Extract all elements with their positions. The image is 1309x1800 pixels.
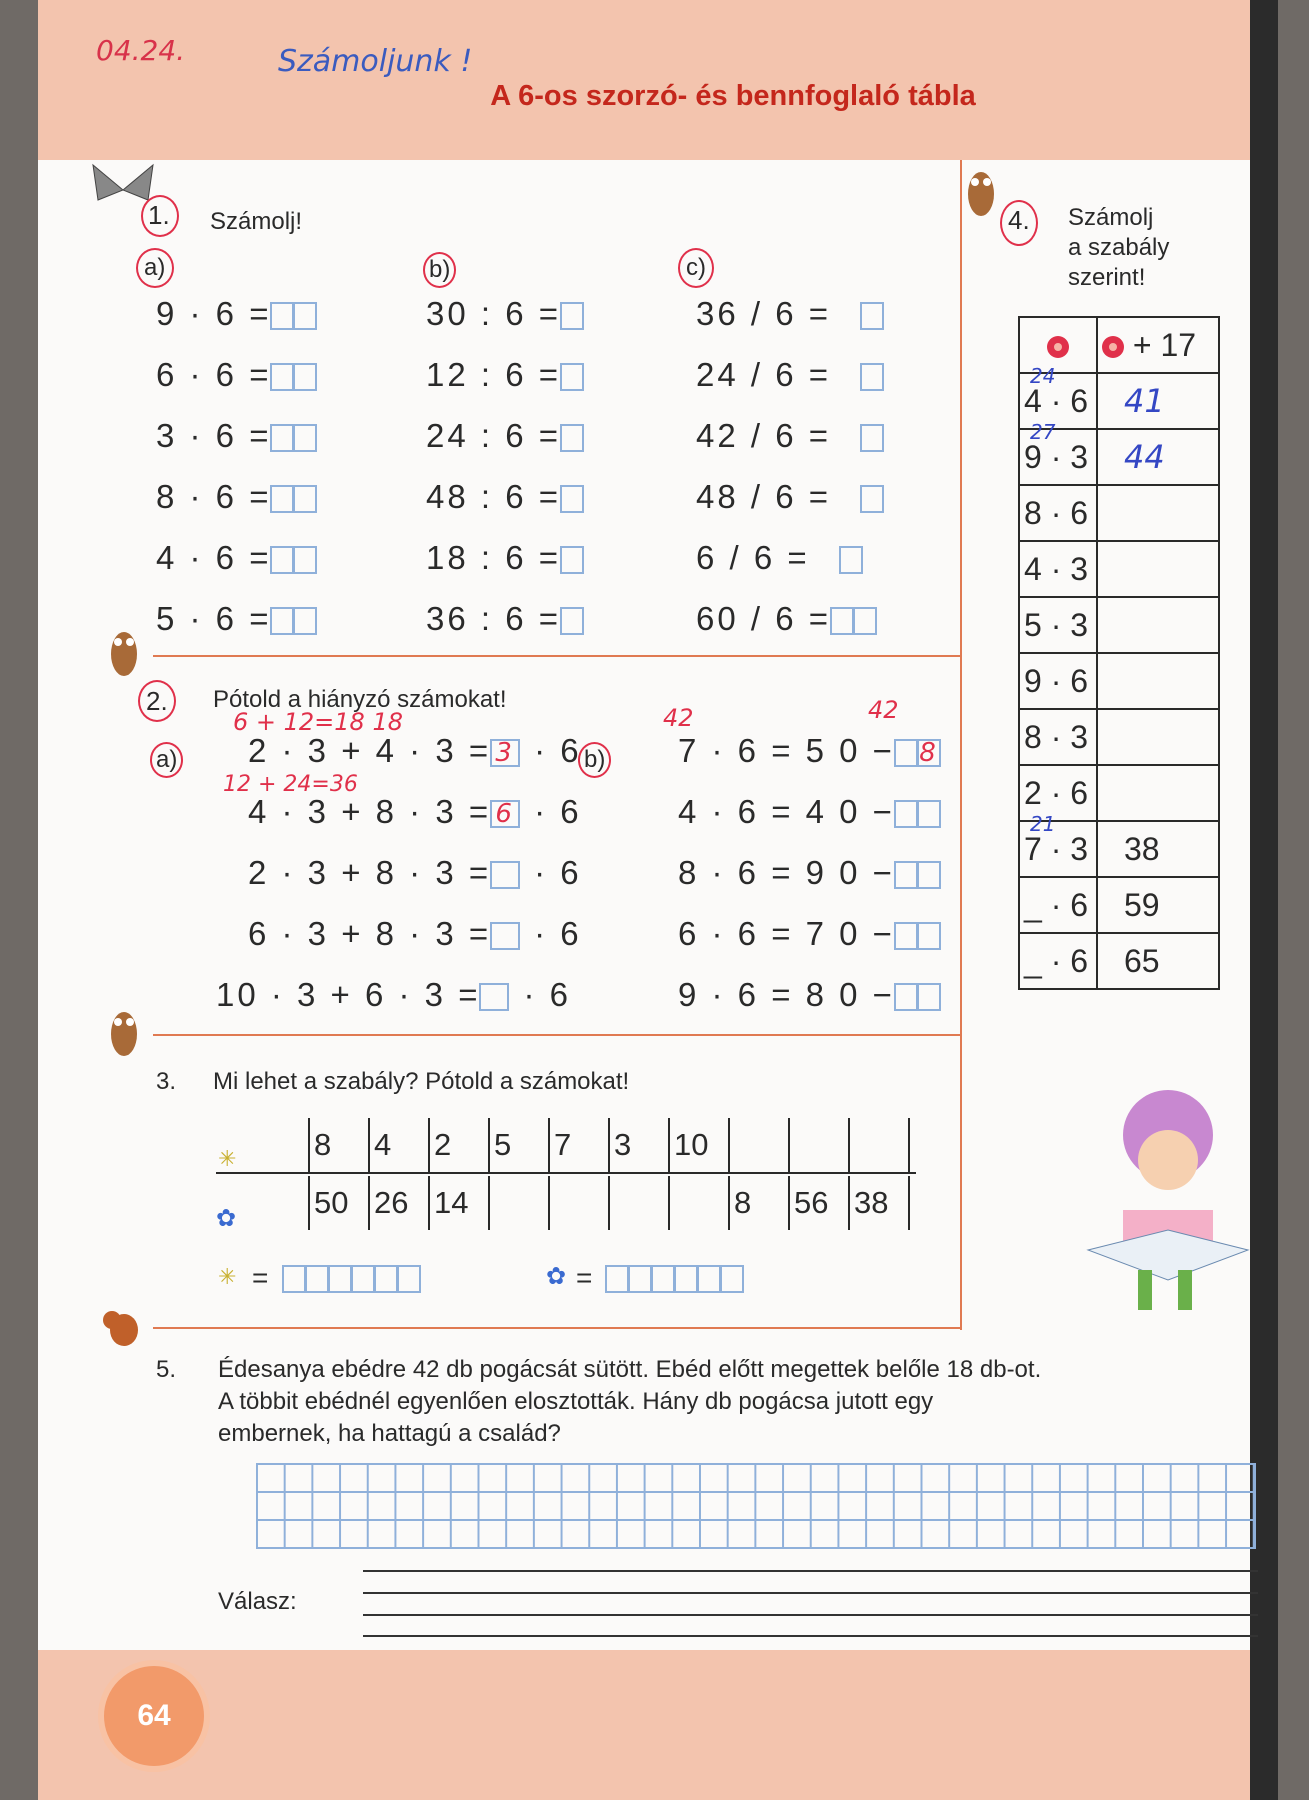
ex3-cell[interactable] [848,1118,908,1172]
ex5-text-1: Édesanya ebédre 42 db pogácsát sütött. Ebéd előtt megettek belőle 18 db-ot. [218,1356,1042,1383]
answer-box[interactable] [560,302,584,330]
ex1-expression: 24 : 6 = [426,417,562,454]
girl-illustration-icon [1068,1080,1268,1320]
ex2-b-row [678,854,941,892]
answer-box[interactable] [894,800,918,828]
ex2-b-row [678,976,941,1014]
ex1-c-row [696,417,884,455]
ex3-cell: 7 [548,1118,608,1172]
sun-icon: ✳ [218,1146,237,1171]
ex3-instruction: Mi lehet a szabály? Pótold a számokat! [213,1068,630,1095]
answer-box[interactable] [860,302,884,330]
ex3-cell-border [908,1176,910,1230]
ex4-note: 24 [1030,364,1056,388]
ex1-expression: 60 / 6 = [696,600,832,637]
ex4-result-cell[interactable] [1097,765,1219,821]
ex1-number: 1. [148,200,170,230]
answer-box[interactable] [917,983,941,1011]
ex3-cell: 26 [368,1176,428,1230]
ex1-expression: 6 · 6 = [156,356,272,393]
answer-box[interactable] [860,424,884,452]
answer-box[interactable] [293,485,317,513]
ex2-b-row [678,732,941,770]
ex3-cell: 8 [728,1176,788,1230]
page-title: A 6-os szorzó- és bennfoglaló tábla [490,80,976,112]
answer-box[interactable] [479,983,509,1011]
ex2-expression: 6 · 6 = 7 0 − [678,915,895,952]
ex2-suffix: · 6 [534,854,582,891]
ex1-b-row [426,295,584,333]
answer-box[interactable] [490,861,520,889]
footer-band [38,1650,1250,1800]
answer-box[interactable] [894,922,918,950]
ex2-suffix: · 6 [534,732,582,769]
divider-ex2 [153,1034,960,1036]
ex2-expression: 10 · 3 + 6 · 3 = [216,976,481,1013]
answer-box[interactable] [560,546,584,574]
answer-box[interactable] [293,607,317,635]
ex3-cell: 10 [668,1118,728,1172]
ex4-expression-cell [1019,812,1097,877]
answer-box[interactable] [894,861,918,889]
ex1-b-row [426,478,584,516]
answer-line[interactable] [363,1614,1258,1616]
answer-box[interactable] [917,800,941,828]
answer-box[interactable] [560,424,584,452]
ex1-c-row [696,600,877,638]
answer-box[interactable] [560,363,584,391]
ex2-a-row [248,854,582,892]
ex4-expression: 2 · 6 [1024,774,1089,811]
ex3-cell: 3 [608,1118,668,1172]
ex4-result-cell[interactable] [1097,373,1219,429]
ex4-expression: _ · 6 [1024,886,1089,923]
answer-box[interactable] [490,922,520,950]
ex3-cell[interactable] [728,1118,788,1172]
answer-box[interactable] [293,363,317,391]
answer-box[interactable] [560,485,584,513]
ex2-b-row [678,793,941,831]
ex4-result-cell[interactable] [1097,429,1219,485]
ex4-result: 41 [1124,382,1165,420]
ex1-expression: 36 / 6 = [696,295,832,332]
ex2-a-label: a) [150,742,183,778]
owl-icon [106,1000,142,1060]
answer-box[interactable] [270,302,294,330]
date-note: 04.24. [96,34,186,67]
answer-box[interactable] [293,302,317,330]
ex4-instruction-1: Számolj [1068,204,1154,231]
answer-box[interactable] [917,922,941,950]
answer-box[interactable] [860,363,884,391]
ex1-expression: 8 · 6 = [156,478,272,515]
workbook-page [38,0,1278,1800]
ex4-expression: 8 · 6 [1024,494,1089,531]
ex4-row [1019,597,1219,653]
ex1-c-label: c) [678,248,714,288]
ex2-a-row [248,793,582,831]
owl-icon [106,620,142,680]
answer-box[interactable]: 6 [490,800,520,828]
ex4-number: 4. [1008,205,1030,235]
ex4-expression: 5 · 3 [1024,606,1089,643]
ex1-expression: 42 / 6 = [696,417,832,454]
flower-icon: ✿ [216,1205,237,1232]
ex2-expression: 6 · 3 + 8 · 3 = [248,915,492,952]
answer-box[interactable]: 3 [490,739,520,767]
ex2-note-b1-right: 42 [868,696,899,724]
ex4-result: 65 [1124,942,1160,979]
ex2-suffix: · 6 [534,915,582,952]
answer-box[interactable] [560,607,584,635]
ex4-row [1019,709,1219,765]
ex1-instruction: Számolj! [210,208,303,235]
ex4-result: 44 [1124,438,1165,476]
ex1-c-row [696,356,884,394]
ex2-b-label: b) [578,742,611,778]
ex4-expression: 7 · 3 [1024,830,1089,867]
ex4-row [1019,541,1219,597]
ex3-cell[interactable] [668,1176,728,1230]
ex1-c-row [696,295,884,333]
flower-symbol-icon [1047,336,1069,358]
ex4-expression-cell [1019,653,1097,709]
ex3-cell[interactable] [548,1176,608,1230]
ex4-header-rule: + 17 [1132,326,1197,363]
ex2-a-row [248,732,582,770]
ex2-suffix: · 6 [534,793,582,830]
ex3-cell: 2 [428,1118,488,1172]
answer-box[interactable] [270,607,294,635]
ex2-expression: 7 · 6 = 5 0 − [678,732,895,769]
flower-icon: ✿ [546,1263,567,1290]
ex2-expression: 9 · 6 = 8 0 − [678,976,895,1013]
ex2-expression: 4 · 6 = 4 0 − [678,793,895,830]
ex2-number: 2. [146,686,168,716]
ex3-cell: 5 [488,1118,548,1172]
ex1-expression: 4 · 6 = [156,539,272,576]
ex4-expression-cell [1019,933,1097,989]
ex2-a-row [248,915,582,953]
answer-box[interactable] [894,739,918,767]
ex1-expression: 12 : 6 = [426,356,562,393]
handwritten-title: Számoljunk ! [278,44,473,79]
owl-icon [963,160,999,220]
ex2-a-row [216,976,571,1014]
ex4-row [1019,429,1219,485]
ex3-cell: 4 [368,1118,428,1172]
ex1-a-row [156,417,317,455]
ex5-number: 5. [156,1356,177,1383]
ex4-expression: _ · 6 [1024,942,1089,979]
ex1-b-row [426,417,584,455]
ex5-answer-label: Válasz: [218,1588,297,1615]
ex1-expression: 5 · 6 = [156,600,272,637]
ex4-expression-cell [1019,709,1097,765]
ex4-expression: 4 · 6 [1024,382,1089,419]
answer-box[interactable] [860,485,884,513]
ex4-expression: 9 · 3 [1024,438,1089,475]
ex1-a-row [156,600,317,638]
ex3-number: 3. [156,1068,177,1095]
answer-line[interactable] [363,1635,1258,1637]
ex5-text-3: embernek, ha hattagú a család? [218,1420,561,1447]
ex3-cell: 38 [848,1176,908,1230]
ex4-result-cell[interactable] [1097,653,1219,709]
ex3-eq-flower: = [576,1262,593,1293]
ex2-b-row [678,915,941,953]
answer-box[interactable] [293,546,317,574]
ex1-b-label: b) [423,252,456,288]
answer-line[interactable] [363,1592,1258,1594]
ex1-expression: 9 · 6 = [156,295,272,332]
ex2-expression: 2 · 3 + 4 · 3 = [248,732,492,769]
ex4-row [1019,933,1219,989]
page-number: 64 [98,1660,210,1772]
ex1-a-label: a) [144,254,166,281]
ex1-expression: 30 : 6 = [426,295,562,332]
divider-ex1 [153,655,960,657]
ex5-work-grid[interactable] [256,1463,1256,1549]
ex4-result-cell[interactable] [1097,709,1219,765]
ex1-a-row [156,478,317,516]
ex4-instruction-2: a szabály [1068,234,1170,261]
ex3-cell: 8 [308,1118,368,1172]
answer-box[interactable] [293,424,317,452]
ex4-result: 59 [1124,886,1160,923]
ex4-expression-cell [1019,485,1097,541]
ex4-expression-cell [1019,877,1097,933]
ex2-instruction: Pótold a hiányzó számokat! [213,686,507,713]
answer-box[interactable] [270,363,294,391]
ex4-result-cell[interactable] [1097,821,1219,877]
squirrel-icon [94,1300,144,1350]
answer-box[interactable] [839,546,863,574]
ex2-note-a2: 12 + 24=36 [223,772,358,797]
answer-box[interactable]: 8 [917,739,941,767]
ex4-result-cell[interactable] [1097,541,1219,597]
ex4-row [1019,821,1219,877]
ex3-answer-flower[interactable] [606,1265,744,1293]
ex1-expression: 3 · 6 = [156,417,272,454]
ex3-cell-border [908,1118,910,1172]
ex1-expression: 6 / 6 = [696,539,810,576]
ex1-b-row [426,600,584,638]
ex4-result-cell[interactable] [1097,485,1219,541]
sun-icon: ✳ [218,1264,237,1289]
ex4-header-right [1097,317,1219,373]
ex4-table [1018,316,1220,990]
ex3-cell: 14 [428,1176,488,1230]
answer-box[interactable] [917,861,941,889]
answer-box[interactable] [270,424,294,452]
ex4-note: 21 [1030,812,1056,836]
ex2-expression: 2 · 3 + 8 · 3 = [248,854,492,891]
ex1-a-row [156,539,317,577]
ex4-result-cell[interactable] [1097,597,1219,653]
column-divider [960,160,962,1330]
ex3-cell[interactable] [788,1118,848,1172]
ex4-result-cell[interactable] [1097,933,1219,989]
ex1-a-row [156,356,317,394]
ex2-expression: 4 · 3 + 8 · 3 = [248,793,492,830]
ex1-expression: 18 : 6 = [426,539,562,576]
ex4-result: 38 [1124,830,1160,867]
ex3-answer-sun[interactable] [283,1265,421,1293]
ex3-cell: 56 [788,1176,848,1230]
ex3-eq-sun: = [252,1262,269,1293]
ex1-c-row [696,478,884,516]
ex4-expression-cell [1019,420,1097,485]
ex3-cell[interactable] [608,1176,668,1230]
ex1-expression: 24 / 6 = [696,356,832,393]
ex4-expression-cell [1019,597,1097,653]
ex3-cell[interactable] [488,1176,548,1230]
ex3-table-divider [216,1172,916,1174]
flower-symbol-icon [1102,336,1124,358]
ex4-instruction-3: szerint! [1068,264,1146,291]
ex4-expression-cell [1019,541,1097,597]
answer-box[interactable] [853,607,877,635]
ex1-a-row [156,295,317,333]
ex2-suffix: · 6 [523,976,571,1013]
ex1-expression: 36 : 6 = [426,600,562,637]
answer-line[interactable] [363,1570,1258,1572]
ex4-expression: 8 · 3 [1024,718,1089,755]
ex4-row [1019,485,1219,541]
ex1-expression: 48 / 6 = [696,478,832,515]
ex4-expression: 4 · 3 [1024,550,1089,587]
ex5-text-2: A többit ebédnél egyenlően elosztották. Hány db pogácsa jutott egy [218,1388,934,1415]
ex2-note-a1: 6 + 12=18 18 [233,708,403,736]
ex4-row [1019,877,1219,933]
ex3-cell: 50 [308,1176,368,1230]
ex1-b-row [426,539,584,577]
ex1-expression: 48 : 6 = [426,478,562,515]
answer-box[interactable] [830,607,854,635]
ex2-expression: 8 · 6 = 9 0 − [678,854,895,891]
ex4-note: 27 [1030,420,1056,444]
ex1-b-row [426,356,584,394]
ex1-c-row [696,539,863,577]
divider-ex3 [153,1327,960,1329]
answer-box[interactable] [894,983,918,1011]
ex4-row [1019,653,1219,709]
answer-box[interactable] [270,485,294,513]
ex4-expression: 9 · 6 [1024,662,1089,699]
ex4-result-cell[interactable] [1097,877,1219,933]
ex2-note-b1-left: 42 [663,704,694,732]
answer-box[interactable] [270,546,294,574]
